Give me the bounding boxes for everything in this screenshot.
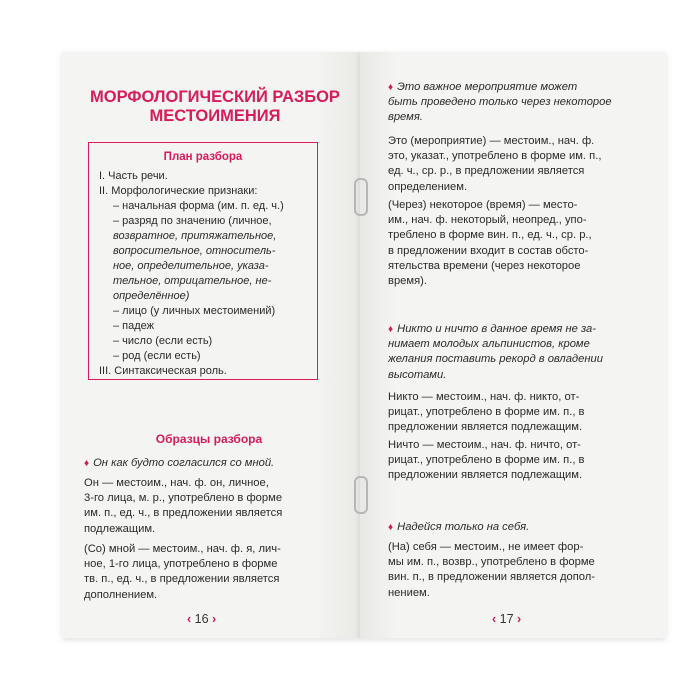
plan-row: определённое) — [113, 290, 190, 302]
example-sentence: ♦ Надейся только на себя. — [388, 521, 530, 533]
plan-row: III. Синтаксическая роль. — [99, 365, 227, 377]
diamond-bullet-icon: ♦ — [388, 522, 394, 533]
page-title — [80, 88, 350, 126]
analysis-plan-box — [88, 142, 318, 380]
title-line-2: МЕСТОИМЕНИЯ — [149, 107, 281, 125]
plan-row: – разряд по значению (личное, — [113, 215, 272, 227]
diamond-bullet-icon: ♦ — [84, 458, 90, 469]
example-sentence: ♦ Это важное мероприятие может быть проведено только через некоторое время. — [388, 81, 612, 124]
analysis-line: тв. п., ед. ч., в предложении является — [84, 573, 280, 586]
analysis-line: 3-го лица, м. р., употреблено в форме — [84, 492, 283, 505]
example-analysis: Ничто — местоим., нач. ф. ничто, от- рицат., употреблено в форме им. п., в предложении является подлежащим. — [388, 439, 585, 482]
plan-row: – род (если есть) — [113, 350, 201, 362]
chevron-right-icon: › — [212, 612, 217, 626]
page-number: ‹ 17 › — [492, 612, 522, 626]
right-page — [360, 52, 666, 638]
example-analysis: Никто — местоим., нач. ф. никто, от- рицат., употреблено в форме им. п., в предложении является подлежащим. — [388, 391, 585, 434]
plan-row: – начальная форма (им. п. ед. ч.) — [113, 200, 284, 212]
analysis-line: ное, 1-го лица, употреблено в форме — [84, 558, 278, 571]
example-analysis: (На) себя — местоим., не имеет фор- мы им. п., возвр., употреблено в форме вин. п., в предложении является допол- нением. — [388, 541, 596, 599]
plan-row: тельное, отрицательное, не- — [113, 275, 272, 287]
plan-row: II. Морфологические признаки: — [99, 185, 258, 197]
title-line-1: МОРФОЛОГИЧЕСКИЙ РАЗБОР — [90, 88, 340, 106]
chevron-left-icon: ‹ — [187, 612, 192, 626]
plan-row: – лицо (у личных местоимений) — [113, 305, 276, 317]
analysis-line: подлежащим. — [84, 522, 156, 535]
staple — [354, 178, 368, 216]
chevron-left-icon: ‹ — [492, 612, 497, 626]
example-analysis — [84, 542, 346, 603]
plan-row: – число (если есть) — [113, 335, 213, 347]
left-page — [62, 52, 361, 638]
staple — [354, 476, 368, 514]
plan-row: I. Часть речи. — [99, 170, 168, 182]
diamond-bullet-icon: ♦ — [388, 324, 394, 335]
analysis-line: им. п., ед. ч., в предложении является — [84, 507, 283, 520]
analysis-line: (Со) мной — местоим., нач. ф. я, лич- — [84, 543, 281, 555]
analysis-line: дополнением. — [84, 588, 158, 601]
plan-heading: План разбора — [163, 151, 243, 163]
diamond-bullet-icon: ♦ — [388, 82, 394, 93]
example-analysis — [84, 476, 346, 537]
chevron-right-icon: › — [517, 612, 522, 626]
plan-row: возвратное, притяжательное, — [113, 230, 277, 242]
example-sentence: ♦ Никто и ничто в данное время не за- нимает молодых альпинистов, кроме желания поставить рекорд в овладении высотами. — [388, 323, 603, 381]
page-number: ‹ 16 › — [187, 612, 217, 626]
plan-row: ное, определительное, указа- — [113, 260, 269, 272]
example-analysis: (Через) некоторое (время) — место- им., нач. ф. некоторый, неопред., упо- треблено в форме вин. п., ед. ч., ср. р., в предложении входит в состав обсто- ятельства времени (через некоторое время). — [388, 199, 592, 288]
plan-row: – падеж — [113, 320, 155, 332]
plan-row: вопросительное, относитель- — [113, 245, 276, 257]
example-analysis: Это (мероприятие) — местоим., нач. ф. это, указат., употреблено в форме им. п., ед. ч., ср. р., в предложении является определением. — [388, 135, 602, 193]
analysis-line: Он — местоим., нач. ф. он, личное, — [84, 477, 269, 489]
example-sentence: ♦ Он как будто согласился со мной. — [84, 457, 275, 469]
samples-heading: Образцы разбора — [155, 432, 263, 446]
open-booklet — [62, 52, 666, 652]
